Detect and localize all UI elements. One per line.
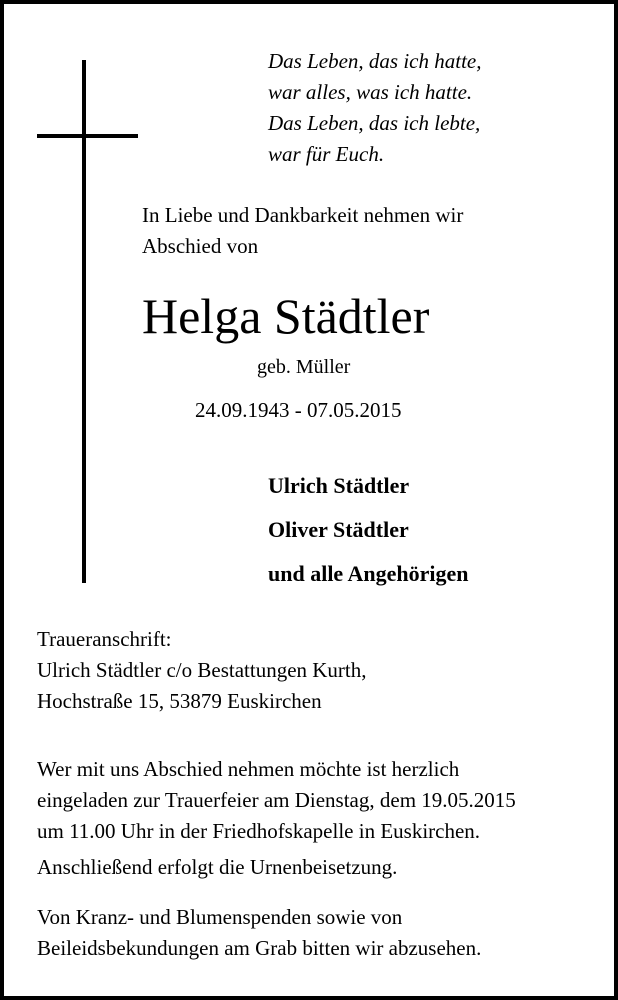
cross-icon-vertical-bar xyxy=(82,60,86,583)
poem-line: Das Leben, das ich lebte, xyxy=(268,111,481,135)
urn-burial-line: Anschließend erfolgt die Urnenbeisetzung. xyxy=(37,855,398,879)
flowers-note xyxy=(37,902,481,964)
intro-line: Abschied von xyxy=(142,234,259,258)
funeral-invitation xyxy=(37,754,516,847)
deceased-name: Helga Städtler xyxy=(142,288,430,344)
invitation-line: Wer mit uns Abschied nehmen möchte ist herzlich xyxy=(37,757,460,781)
address-line: Traueranschrift: xyxy=(37,627,172,651)
birth-name: geb. Müller xyxy=(257,356,351,378)
poem-line: Das Leben, das ich hatte, xyxy=(268,49,482,73)
poem xyxy=(268,46,481,170)
cross-icon-horizontal-bar xyxy=(37,134,138,138)
mourners-list xyxy=(268,464,468,596)
intro-line: In Liebe und Dankbarkeit nehmen wir xyxy=(142,203,464,227)
life-dates: 24.09.1943 - 07.05.2015 xyxy=(195,398,402,422)
urn-burial-note xyxy=(37,852,397,883)
address-line: Ulrich Städtler c/o Bestattungen Kurth, xyxy=(37,658,367,682)
address-line: Hochstraße 15, 53879 Euskirchen xyxy=(37,689,322,713)
poem-line: war alles, was ich hatte. xyxy=(268,80,473,104)
flowers-line: Von Kranz- und Blumenspenden sowie von xyxy=(37,905,403,929)
invitation-line: um 11.00 Uhr in der Friedhofskapelle in Euskirchen. xyxy=(37,819,481,843)
invitation-line: eingeladen zur Trauerfeier am Dienstag, dem 19.05.2015 xyxy=(37,788,516,812)
intro-text xyxy=(142,200,463,262)
flowers-line: Beileidsbekundungen am Grab bitten wir abzusehen. xyxy=(37,936,482,960)
poem-line: war für Euch. xyxy=(268,142,385,166)
mourning-address xyxy=(37,624,367,717)
mourner: Oliver Städtler xyxy=(268,517,409,542)
mourner: und alle Angehörigen xyxy=(268,561,469,586)
mourner: Ulrich Städtler xyxy=(268,473,410,498)
